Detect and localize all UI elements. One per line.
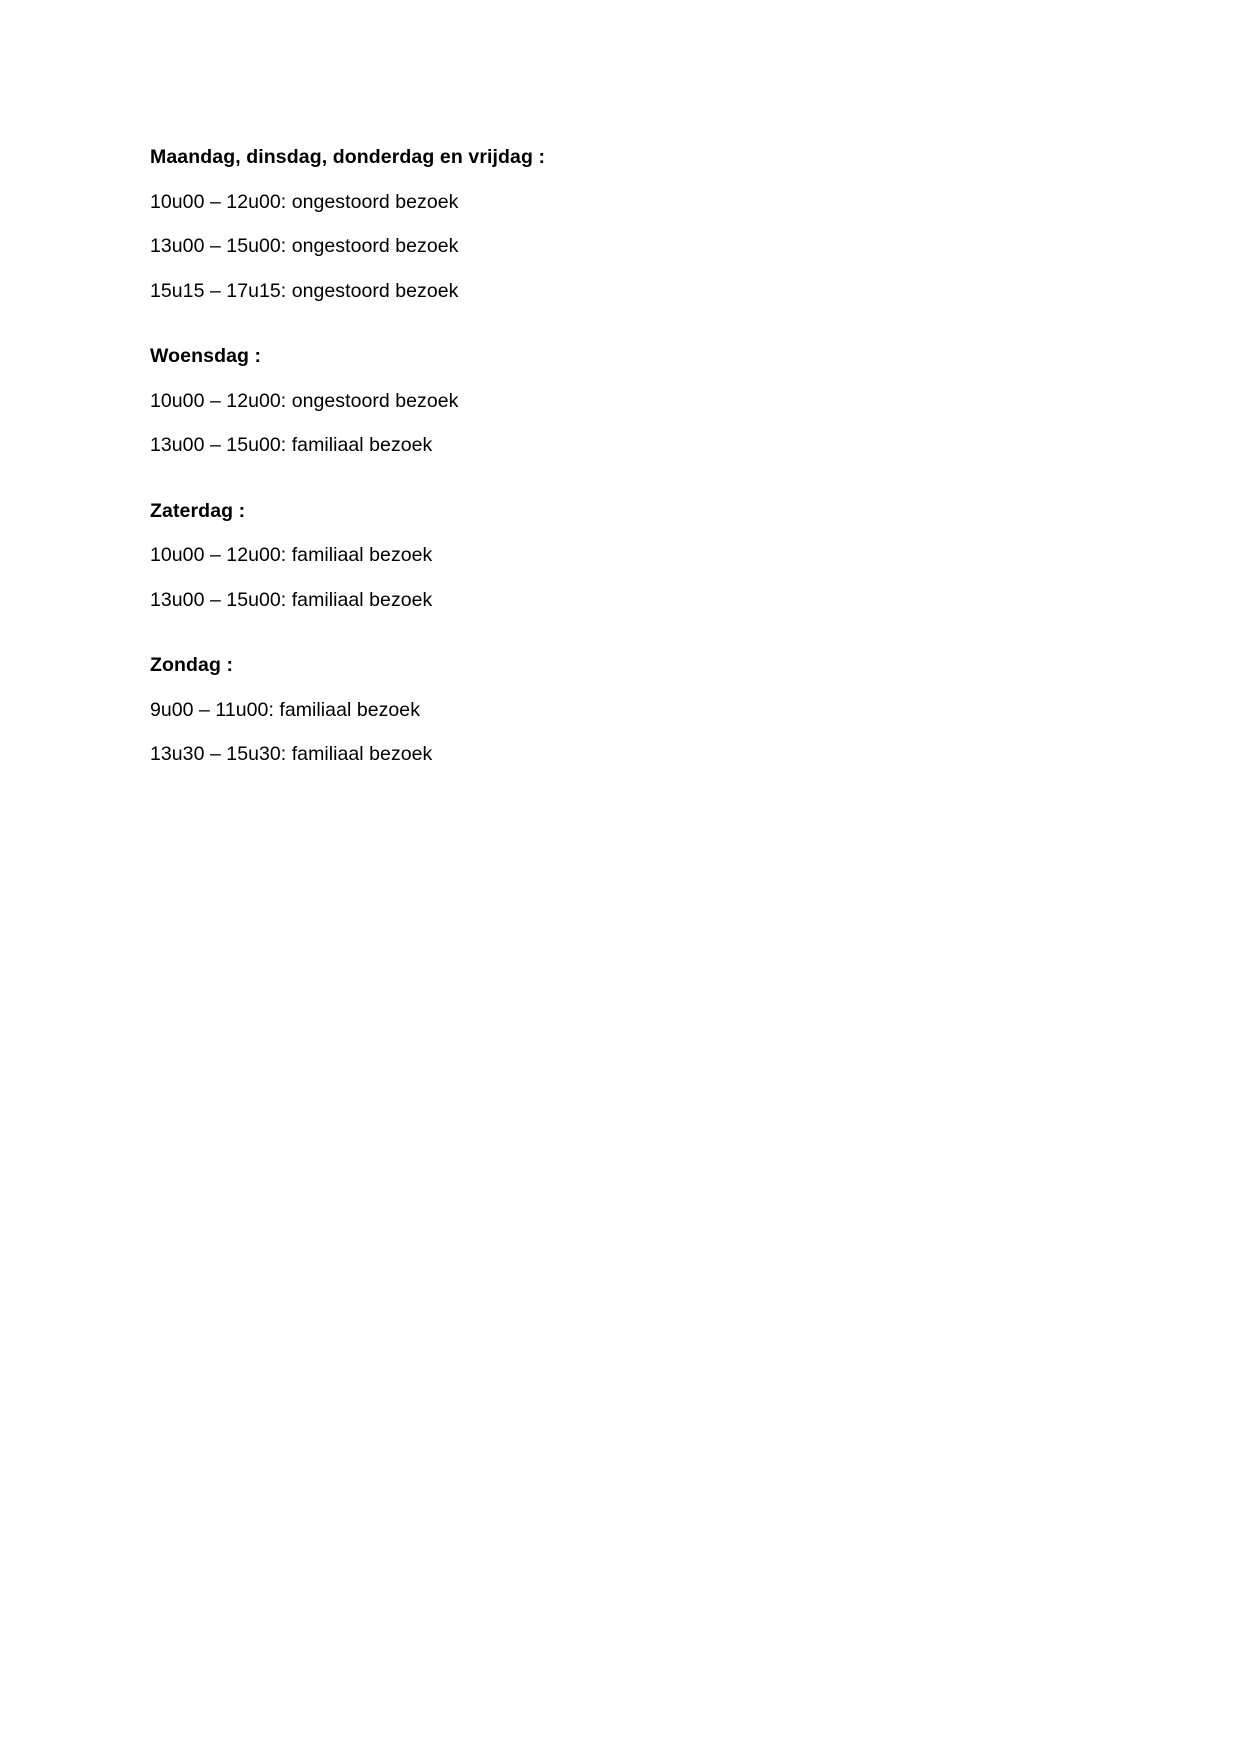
schedule-section-weekdays [150, 148, 1090, 301]
document-body [150, 148, 1090, 765]
section-heading: Woensdag : [150, 345, 262, 367]
schedule-line: 10u00 – 12u00: familiaal bezoek [150, 544, 433, 566]
schedule-line: 10u00 – 12u00: ongestoord bezoek [150, 389, 459, 412]
schedule-line: 15u15 – 17u15: ongestoord bezoek [150, 279, 459, 302]
schedule-line: 13u30 – 15u30: familiaal bezoek [150, 743, 433, 765]
schedule-section-sunday [150, 656, 1090, 765]
schedule-line: 13u00 – 15u00: ongestoord bezoek [150, 235, 459, 257]
section-heading: Zaterdag : [150, 499, 246, 522]
section-heading: Zondag : [150, 654, 234, 676]
section-heading: Maandag, dinsdag, donderdag en vrijdag : [150, 146, 546, 168]
schedule-section-wednesday [150, 347, 1090, 456]
schedule-section-saturday [150, 499, 1090, 611]
schedule-line: 10u00 – 12u00: ongestoord bezoek [150, 190, 459, 213]
schedule-line: 13u00 – 15u00: familiaal bezoek [150, 588, 433, 611]
schedule-line: 13u00 – 15u00: familiaal bezoek [150, 434, 433, 456]
schedule-line: 9u00 – 11u00: familiaal bezoek [150, 698, 420, 721]
